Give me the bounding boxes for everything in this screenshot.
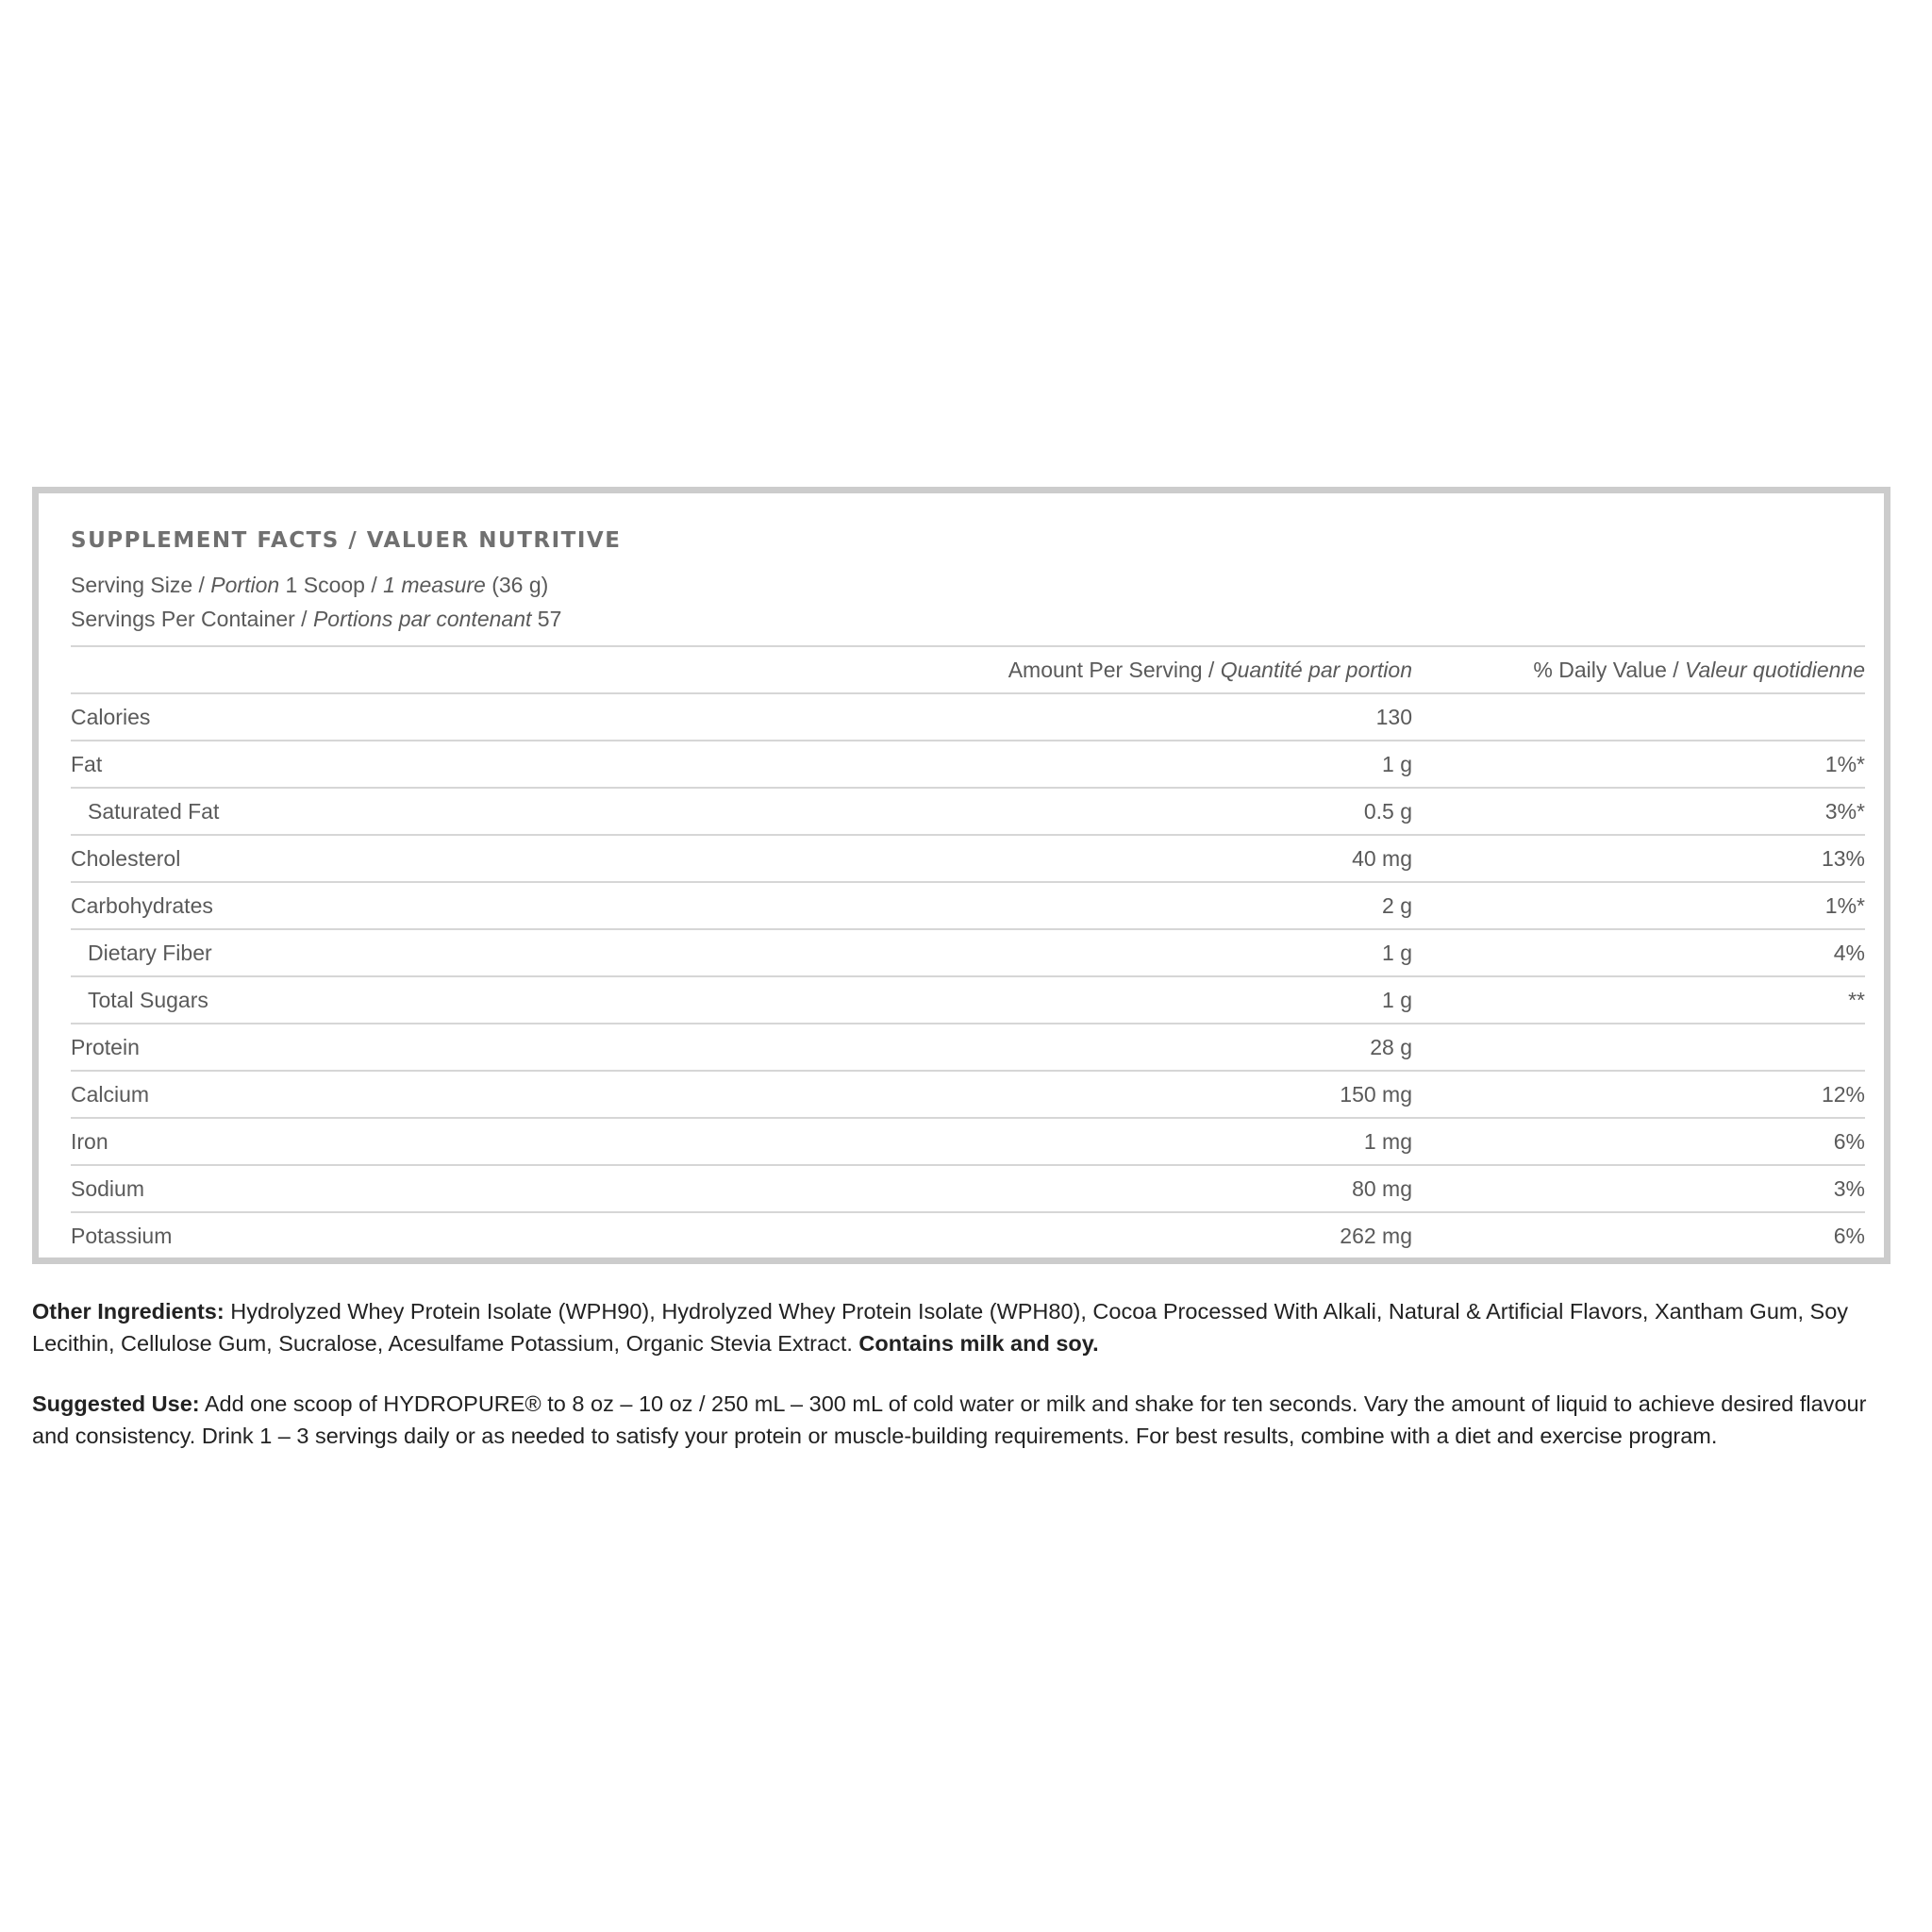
table-row <box>71 1212 1865 1258</box>
supplement-facts-content <box>71 523 1865 1258</box>
nutrition-table <box>71 645 1865 1258</box>
other-ingredients-text: Hydrolyzed Whey Protein Isolate (WPH90), Hydrolyzed Whey Protein Isolate (WPH80), Cocoa Processed With Alkali, Natural & Artificial Flavors, Xantham Gum, Soy Lecithin, Cellulose Gum, Sucralose, Acesulfame Potassium, Organic Stevia Extract. <box>32 1299 1849 1356</box>
nutrient-name: Calcium <box>71 1071 922 1118</box>
nutrient-amount: 1 g <box>922 741 1412 788</box>
nutrient-amount: 1 g <box>922 976 1412 1024</box>
nutrient-amount: 262 mg <box>922 1212 1412 1258</box>
table-row <box>71 1165 1865 1212</box>
nutrient-amount: 130 <box>922 693 1412 741</box>
nutrient-daily-value: 6% <box>1412 1118 1865 1165</box>
nutrient-daily-value: 6% <box>1412 1212 1865 1258</box>
serving-size-value: 1 Scoop / <box>279 573 384 597</box>
nutrient-name: Protein <box>71 1024 922 1071</box>
nutrient-daily-value <box>1412 1024 1865 1071</box>
nutrient-amount: 80 mg <box>922 1165 1412 1212</box>
suggested-use <box>32 1388 1900 1452</box>
amount-column-header: Amount Per Serving / Quantité par portion <box>922 646 1412 693</box>
table-row <box>71 882 1865 929</box>
table-row <box>71 1024 1865 1071</box>
suggested-use-label: Suggested Use: <box>32 1391 200 1416</box>
other-ingredients <box>32 1295 1900 1359</box>
table-row <box>71 929 1865 976</box>
nutrient-name: Saturated Fat <box>71 788 922 835</box>
nutrient-daily-value: 4% <box>1412 929 1865 976</box>
supplement-facts-panel <box>32 487 1890 1264</box>
nutrient-daily-value: 3% <box>1412 1165 1865 1212</box>
serving-size-line <box>71 568 1865 602</box>
servings-per-container-label: Servings Per Container / <box>71 607 313 631</box>
nutrient-amount: 2 g <box>922 882 1412 929</box>
facts-title: SUPPLEMENT FACTS / VALUER NUTRITIVE <box>71 528 622 553</box>
daily-value-column-header: % Daily Value / Valeur quotidienne <box>1412 646 1865 693</box>
nutrient-amount: 1 mg <box>922 1118 1412 1165</box>
table-row <box>71 1118 1865 1165</box>
serving-info <box>71 568 1865 636</box>
nutrient-daily-value: 3%* <box>1412 788 1865 835</box>
allergen-statement: Contains milk and soy. <box>858 1331 1099 1356</box>
nutrient-name: Potassium <box>71 1212 922 1258</box>
nutrient-column-header <box>71 646 922 693</box>
serving-size-label: Serving Size / <box>71 573 211 597</box>
nutrient-name: Total Sugars <box>71 976 922 1024</box>
servings-per-container-line <box>71 602 1865 636</box>
servings-per-container-value: 57 <box>531 607 562 631</box>
table-row <box>71 693 1865 741</box>
nutrient-amount: 1 g <box>922 929 1412 976</box>
servings-per-container-label-fr: Portions par contenant <box>312 607 532 631</box>
serving-size-grams: (36 g) <box>485 573 549 597</box>
nutrient-name: Sodium <box>71 1165 922 1212</box>
nutrient-daily-value: 12% <box>1412 1071 1865 1118</box>
table-row <box>71 788 1865 835</box>
nutrient-amount: 150 mg <box>922 1071 1412 1118</box>
other-ingredients-label: Other Ingredients: <box>32 1299 225 1324</box>
nutrient-name: Dietary Fiber <box>71 929 922 976</box>
nutrient-amount: 0.5 g <box>922 788 1412 835</box>
nutrient-daily-value: 1%* <box>1412 882 1865 929</box>
table-row <box>71 835 1865 882</box>
table-header-row <box>71 646 1865 693</box>
serving-size-label-fr: Portion <box>210 573 280 597</box>
table-row <box>71 1071 1865 1118</box>
nutrient-daily-value: ** <box>1412 976 1865 1024</box>
nutrient-daily-value <box>1412 693 1865 741</box>
nutrient-amount: 40 mg <box>922 835 1412 882</box>
table-row <box>71 976 1865 1024</box>
nutrient-amount: 28 g <box>922 1024 1412 1071</box>
nutrient-name: Iron <box>71 1118 922 1165</box>
nutrient-name: Carbohydrates <box>71 882 922 929</box>
table-row <box>71 741 1865 788</box>
nutrient-name: Cholesterol <box>71 835 922 882</box>
nutrient-daily-value: 1%* <box>1412 741 1865 788</box>
nutrient-name: Calories <box>71 693 922 741</box>
nutrient-daily-value: 13% <box>1412 835 1865 882</box>
serving-size-value-fr: 1 measure <box>383 573 486 597</box>
nutrient-name: Fat <box>71 741 922 788</box>
suggested-use-text: Add one scoop of HYDROPURE® to 8 oz – 10 oz / 250 mL – 300 mL of cold water or milk and shake for ten seconds. Vary the amount of liquid to achieve desired flavour and consistency. Drink 1 – 3 servings daily or as needed to satisfy your protein or muscle-building requirements. For best results, combine with a diet and exercise program. <box>32 1391 1867 1448</box>
